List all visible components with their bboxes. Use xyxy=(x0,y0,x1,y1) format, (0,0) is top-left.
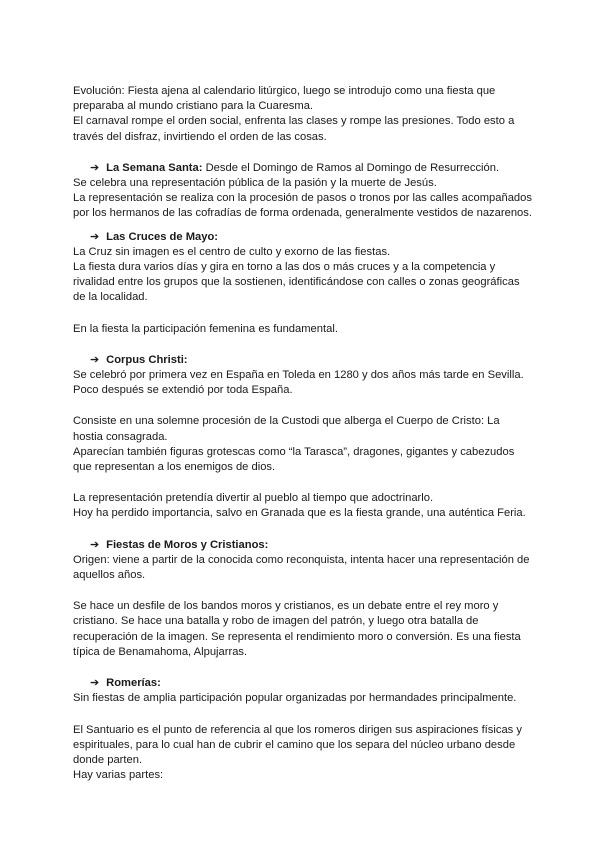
arrow-icon: ➔ xyxy=(90,230,100,243)
intro-line-4: través del disfraz, invirtiendo el orden de las cosas. xyxy=(73,130,327,143)
corpus-line-6: que representan a los enemigos de dios. xyxy=(73,461,276,474)
corpus-line-2: Poco después se extendió por toda España. xyxy=(73,384,293,397)
corpus-title: Corpus Christi: xyxy=(106,353,188,366)
moros-line-4: cristiano. Se hace una batalla y robo de imagen del patrón, y luego otra batalla de xyxy=(73,615,479,628)
cruces-heading xyxy=(90,230,533,245)
moros-line-5: recuperación de la imagen. Se representa el rendimiento moro o conversión. Es una fiesta xyxy=(73,630,521,643)
cruces-line-5: En la fiesta la participación femenina es fundamental. xyxy=(73,322,338,335)
cruces-line-3: rivalidad entre los grupos que la sostienen, identificándose con calles o zonas geográficas xyxy=(73,276,520,289)
romerias-line-3: espirituales, para lo cual han de cubrir el camino que los separa del núcleo urbano desde xyxy=(73,738,516,751)
arrow-icon: ➔ xyxy=(90,353,100,366)
moros-line-6: típica de Benamahoma, Alpujarras. xyxy=(73,645,248,658)
romerias-line-5: Hay varias partes: xyxy=(73,769,164,782)
corpus-line-5: Aparecían también figuras grotescas como “la Tarasca”, dragones, gigantes y cabezudos xyxy=(73,445,515,458)
semana-santa-heading xyxy=(90,161,533,176)
intro-line-1: Evolución: Fiesta ajena al calendario litúrgico, luego se introdujo como una fiesta que xyxy=(73,85,496,97)
cruces-title: Las Cruces de Mayo: xyxy=(106,230,219,243)
arrow-icon: ➔ xyxy=(90,677,100,690)
arrow-icon: ➔ xyxy=(90,161,100,174)
romerias-line-4: donde parten. xyxy=(73,753,143,766)
moros-heading xyxy=(90,538,533,553)
document-page xyxy=(73,84,533,783)
romerias-line-2: El Santuario es el punto de referencia al que los romeros dirigen sus aspiraciones físicas y xyxy=(73,723,522,736)
corpus-line-4: hostia consagrada. xyxy=(73,430,168,443)
cruces-line-1: La Cruz sin imagen es el centro de culto y exorno de las fiestas. xyxy=(73,245,391,258)
romerias-title: Romerías: xyxy=(106,677,161,690)
corpus-line-3: Consiste en una solemne procesión de la Custodi que alberga el Cuerpo de Cristo: La xyxy=(73,415,500,428)
semana-line-2: La representación se realiza con la procesión de pasos o tronos por las calles acompañados xyxy=(73,192,532,205)
moros-title: Fiestas de Moros y Cristianos: xyxy=(106,538,269,551)
moros-line-3: Se hace un desfile de los bandos moros y cristianos, es un debate entre el rey moro y xyxy=(73,600,499,613)
corpus-heading xyxy=(90,353,533,368)
semana-santa-title: La Semana Santa: xyxy=(106,161,203,174)
intro-line-3: El carnaval rompe el orden social, enfrenta las clases y rompe las presiones. Todo esto a xyxy=(73,115,515,128)
corpus-line-7: La representación pretendía divertir al pueblo al tiempo que adoctrinarlo. xyxy=(73,492,434,505)
arrow-icon: ➔ xyxy=(90,538,100,551)
semana-santa-title-rest: Desde el Domingo de Ramos al Domingo de Resurrección. xyxy=(202,161,500,174)
semana-line-3: por los hermanos de las cofradías de forma ordenada, generalmente vestidos de nazarenos. xyxy=(73,207,532,220)
moros-line-2: aquellos años. xyxy=(73,569,146,582)
romerias-line-1: Sin fiestas de amplia participación popular organizadas por hermandades principalmente. xyxy=(73,692,517,705)
romerias-heading xyxy=(90,676,533,691)
semana-line-1: Se celebra una representación pública de la pasión y la muerte de Jesús. xyxy=(73,177,437,190)
cruces-line-2: La fiesta dura varios días y gira en torno a las dos o más cruces y a la competencia y xyxy=(73,261,496,274)
cruces-line-4: de la localidad. xyxy=(73,291,148,304)
corpus-line-1: Se celebró por primera vez en España en Toleda en 1280 y dos años más tarde en Sevilla. xyxy=(73,369,524,382)
intro-line-2: preparaba al mundo cristiano para la Cuaresma. xyxy=(73,100,314,113)
moros-line-1: Origen: viene a partir de la conocida como reconquista, intenta hacer una representación de xyxy=(73,553,530,566)
corpus-line-8: Hoy ha perdido importancia, salvo en Granada que es la fiesta grande, una auténtica Feria. xyxy=(73,507,526,520)
